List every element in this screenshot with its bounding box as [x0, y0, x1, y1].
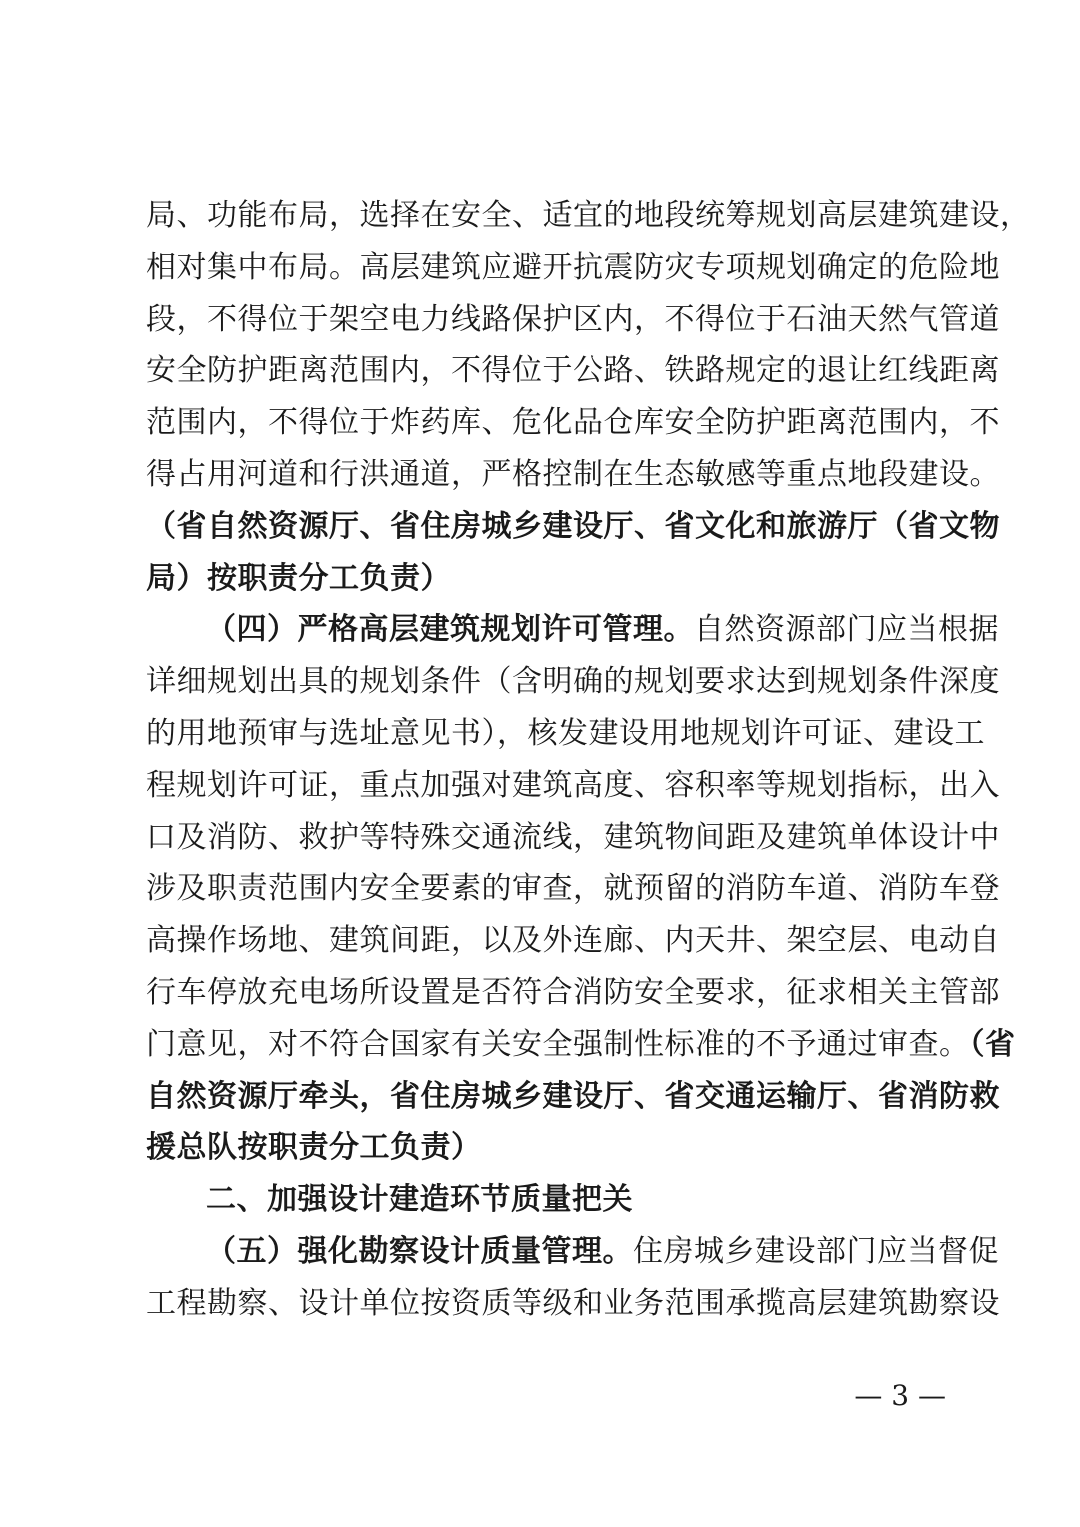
responsibility-note-start: （省: [969, 1026, 1016, 1062]
mixed-line: [146, 1019, 1016, 1071]
text-line: 相对集中布局。高层建筑应避开抗震防灾专项规划确定的危险地: [146, 249, 1000, 285]
text-line: 工程勘察、设计单位按资质等级和业务范围承揽高层建筑勘察设: [146, 1285, 1000, 1321]
section-four-ending-text: 门意见，对不符合国家有关安全强制性标准的不予通过审查。: [146, 1026, 970, 1062]
body-text: [146, 190, 1031, 1330]
text-line: 行车停放充电场所设置是否符合消防安全要求，征求相关主管部: [146, 974, 1000, 1010]
text-line: 详细规划出具的规划条件（含明确的规划要求达到规划条件深度: [146, 664, 1000, 700]
page-number: — 3 —: [854, 1379, 946, 1412]
section-five-text: 住房城乡建设部门应当督促: [633, 1233, 999, 1269]
section-four-heading: （四）严格高层建筑规划许可管理。: [206, 612, 694, 648]
text-line: 安全防护距离范围内，不得位于公路、铁路规定的退让红线距离: [146, 353, 1000, 389]
text-line: 程规划许可证，重点加强对建筑高度、容积率等规划指标，出入: [146, 767, 1000, 803]
text-line: 高操作场地、建筑间距，以及外连廊、内天井、架空层、电动自: [146, 923, 1000, 959]
text-line: 得占用河道和行洪通道，严格控制在生态敏感等重点地段建设。: [146, 456, 1000, 492]
text-line: 范围内，不得位于炸药库、危化品仓库安全防护距离范围内，不: [146, 405, 1000, 441]
text-line: 局、功能布局，选择在安全、适宜的地段统筹规划高层建筑建设，: [146, 198, 1031, 233]
text-line: 的用地预审与选址意见书），核发建设用地规划许可证、建设工: [146, 715, 985, 751]
section-five-first-line: [146, 1226, 999, 1278]
section-four-first-line: [146, 604, 999, 656]
responsibility-note-line: 局）按职责分工负责）: [146, 560, 451, 596]
text-line: 涉及职责范围内安全要素的审查，就预留的消防车道、消防车登: [146, 871, 1000, 907]
responsibility-note-line: （省自然资源厅、省住房城乡建设厅、省文化和旅游厅（省文物: [146, 508, 1000, 544]
section-two-heading: 二、加强设计建造环节质量把关: [206, 1182, 633, 1218]
responsibility-note-line: 自然资源厅牵头，省住房城乡建设厅、省交通运输厅、省消防救: [146, 1078, 1000, 1114]
responsibility-note-line: 援总队按职责分工负责）: [146, 1130, 482, 1166]
section-five-heading: （五）强化勘察设计质量管理。: [206, 1233, 633, 1269]
text-line: 口及消防、救护等特殊交通流线，建筑物间距及建筑单体设计中: [146, 819, 1000, 855]
text-line: 段，不得位于架空电力线路保护区内，不得位于石油天然气管道: [146, 301, 1000, 337]
section-four-text: 自然资源部门应当根据: [694, 612, 999, 648]
